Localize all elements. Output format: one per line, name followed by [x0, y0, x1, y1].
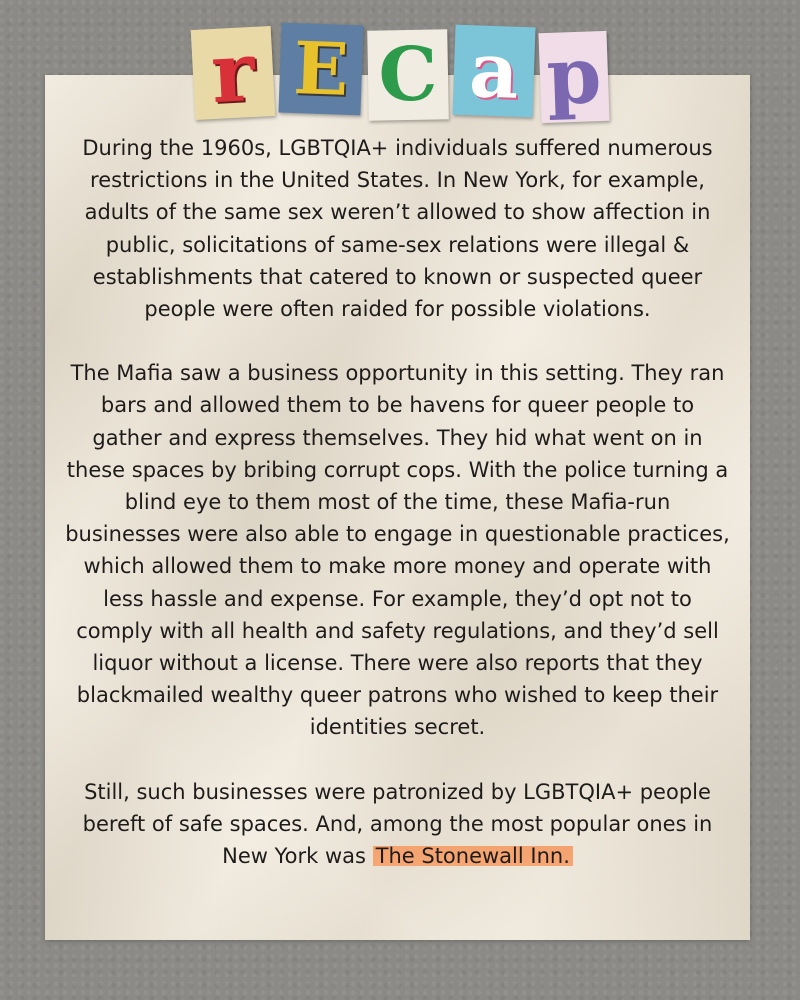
title-letter-r: r	[191, 26, 276, 120]
title-letter-a: a	[452, 25, 535, 118]
title-letter-E: E	[278, 23, 363, 116]
title-letter-C: C	[367, 29, 449, 120]
stonewall-inn-highlight: The Stonewall Inn.	[373, 844, 573, 868]
body-text	[65, 132, 730, 872]
paragraph-stonewall-text: Still, such businesses were patronized by LGBTQIA+ people bereft of safe spaces. And, among the most popular ones in New York was	[82, 779, 713, 869]
paragraph-stonewall	[65, 776, 730, 873]
title-letter-p: p	[538, 31, 609, 123]
recap-title	[0, 22, 800, 122]
paragraph-mafia-bars: The Mafia saw a business opportunity in this setting. They ran bars and allowed them to be havens for queer people to gather and express themselves. They hid what went on in these spaces by bribing corrupt cops. With the police turning a blind eye to them most of the time, these Mafia-run businesses were also able to engage in questionable practices, which allowed them to make more money and operate with less hassle and expense. For example, they’d opt not to comply with all health and safety regulations, and they’d sell liquor without a license. There were also reports that they blackmailed wealthy queer patrons who wished to keep their identities secret.	[65, 361, 730, 740]
paragraph-1960s-restrictions: During the 1960s, LGBTQIA+ individuals suffered numerous restrictions in the United States. In New York, for example, adults of the same sex weren’t allowed to show affection in public, solicitations of same-sex relations were illegal & establishments that catered to known or suspected queer people were often raided for possible violations.	[82, 136, 713, 322]
